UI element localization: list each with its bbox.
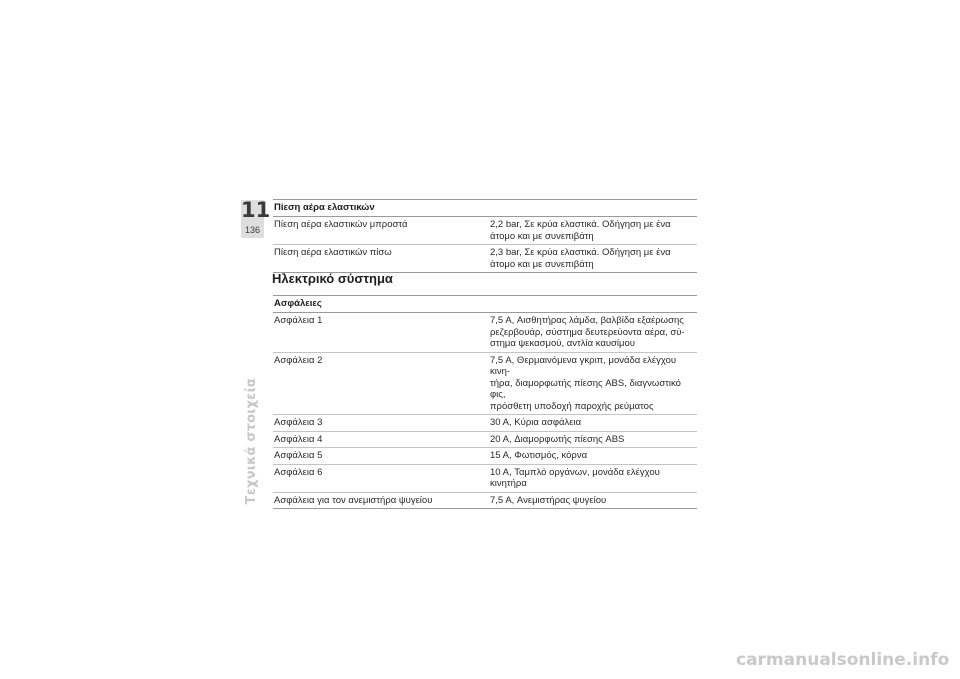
- table-row: [273, 448, 697, 465]
- value-line: ρεζερβουάρ, σύστημα δευτερεύοντα αέρα, σύ-: [490, 326, 685, 338]
- section-title-electrical: Ηλεκτρικό σύστημα: [272, 271, 393, 286]
- value-line: 15 A, Φωτισμός, κόρνα: [490, 450, 588, 461]
- row-value: [488, 495, 697, 507]
- value-line: πρόσθετη υποδοχή παροχής ρεύματος: [490, 400, 654, 412]
- page-number: 136: [244, 225, 261, 235]
- row-label: Ασφάλεια 6: [274, 466, 323, 478]
- row-value: [488, 417, 697, 429]
- row-label: Πίεση αέρα ελαστικών μπροστά: [274, 219, 408, 230]
- value-line: άτομο και με συνεπιβάτη: [490, 230, 594, 242]
- value-line: 7,5 A, Αισθητήρας λάμδα, βαλβίδα εξαέρωσης: [490, 315, 684, 326]
- value-line: 30 A, Κύρια ασφάλεια: [490, 417, 582, 428]
- row-label: Ασφάλεια 5: [274, 450, 323, 461]
- value-line: άτομο και με συνεπιβάτη: [490, 258, 594, 270]
- table-row: [273, 245, 697, 273]
- value-line: στημα ψεκασμού, αντλία καυσίμου: [490, 338, 635, 349]
- tire-pressure-heading: Πίεση αέρα ελαστικών: [273, 200, 697, 217]
- row-label: Πίεση αέρα ελαστικών πίσω: [274, 247, 392, 258]
- row-label: Ασφάλεια 2: [274, 354, 323, 366]
- table-row: [273, 313, 697, 353]
- value-line: 10 A, Ταμπλό οργάνων, μονάδα ελέγχου κινητήρα: [490, 466, 660, 489]
- value-line: τήρα, διαμορφωτής πίεσης ABS, διαγνωστικό φις,: [490, 377, 681, 400]
- row-value: [488, 450, 697, 462]
- row-value: [488, 355, 697, 413]
- row-label: Ασφάλεια 3: [274, 417, 323, 428]
- watermark: carmanualsonline.info: [736, 650, 950, 670]
- fuses-heading: Ασφάλειες: [273, 296, 697, 313]
- chapter-side-title: Τεχνικά στοιχεία: [244, 378, 259, 505]
- table-row: [273, 465, 697, 493]
- row-label: Ασφάλεια 4: [274, 433, 323, 445]
- row-value: [488, 219, 697, 242]
- table-row: [273, 493, 697, 510]
- table-row: [273, 415, 697, 432]
- row-label: Ασφάλεια 1: [274, 315, 323, 326]
- chapter-number: 11: [241, 198, 271, 222]
- row-value: [488, 247, 697, 270]
- value-line: 2,2 bar, Σε κρύα ελαστικά. Οδήγηση με ένα: [490, 219, 671, 230]
- value-line: 2,3 bar, Σε κρύα ελαστικά. Οδήγηση με ένα: [490, 247, 671, 258]
- tire-pressure-table: [273, 199, 697, 273]
- value-line: 7,5 A, Θερμαινόμενα γκριπ, μονάδα ελέγχου κινη-: [490, 354, 677, 377]
- row-value: [488, 434, 697, 446]
- table-row: [273, 217, 697, 245]
- value-line: 7,5 A, Ανεμιστήρας ψυγείου: [490, 494, 607, 506]
- row-value: [488, 467, 697, 490]
- row-label: Ασφάλεια για τον ανεμιστήρα ψυγείου: [274, 494, 433, 506]
- table-row: [273, 432, 697, 449]
- row-value: [488, 315, 697, 350]
- value-line: 20 A, Διαμορφωτής πίεσης ABS: [490, 433, 625, 445]
- fuses-table: [273, 295, 697, 509]
- table-row: [273, 353, 697, 416]
